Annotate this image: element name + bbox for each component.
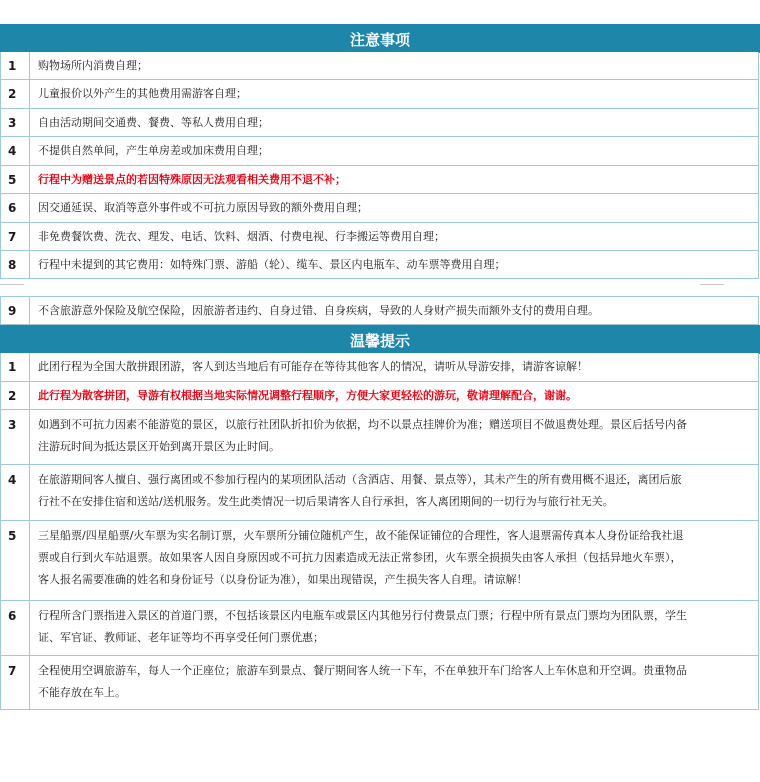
row-number: 9 — [1, 297, 30, 324]
row-text — [30, 465, 758, 520]
row-text-line: 票或自行到火车站退票。故如果客人因自身原因或不可抗力因素造成无法正常参团，火车票全损损失由客人承担（包括异地火车票）， — [38, 551, 682, 564]
row-text-line: 行程所含门票指进入景区的首道门票，不包括该景区内电瓶车或景区内其他另行付费景点门票；行程中所有景点门票均为团队票，学生 — [38, 609, 687, 622]
tips-section-header — [0, 325, 760, 354]
tips-row-4 — [0, 465, 759, 521]
row-text-line: 在旅游期间客人擅自、强行离团或不参加行程内的某项团队活动（含酒店、用餐、景点等），其未产生的所有费用概不退还，离团后旅 — [38, 473, 682, 486]
tips-row-5 — [0, 521, 759, 601]
tips-title: 温馨提示 — [349, 331, 410, 350]
row-number: 7 — [1, 656, 30, 709]
notice-row-9 — [0, 296, 759, 325]
row-text-line: 三星船票/四星船票/火车票为实名制订票，火车票所分铺位随机产生，故不能保证铺位的合理性，客人退票需传真本人身份证给我社退 — [38, 529, 684, 542]
row-text — [30, 601, 758, 655]
row-number: 6 — [1, 601, 30, 655]
row-text: 不含旅游意外保险及航空保险，因旅游者违约、自身过错、自身疾病，导致的人身财产损失而额外支付的费用自理。 — [38, 303, 599, 317]
row-text-line: 注游玩时间为抵达景区开始到离开景区为止时间。 — [38, 440, 280, 453]
notice-row-5 — [0, 166, 759, 194]
row-text-line: 客人报名需要准确的姓名和身份证号（以身份证为准），如果出现错误，产生损失客人自理。请谅解！ — [38, 573, 528, 586]
row-number: 4 — [1, 465, 30, 520]
row-text: 不提供自然单间，产生单房差或加床费用自理； — [38, 144, 269, 157]
tips-row-3 — [0, 410, 759, 465]
tips-row-1 — [0, 353, 759, 382]
row-text: 非免费餐饮费、洗衣、理发、电话、饮料、烟酒、付费电视、行李搬运等费用自理； — [38, 229, 445, 243]
notice-row-3 — [0, 109, 759, 137]
row-number: 3 — [1, 410, 30, 464]
tips-row-6 — [0, 601, 759, 656]
notice-title: 注意事项 — [349, 30, 410, 49]
row-text-line: 如遇到不可抗力因素不能游览的景区，以旅行社团队折扣价为依据，均不以景点挂牌价为准；赠送项目不做退费处理。景区后括号内备 — [38, 418, 687, 431]
notice-section-header — [0, 24, 760, 53]
row-text: 因交通延误、取消等意外事件或不可抗力原因导致的额外费用自理； — [38, 201, 368, 214]
notice-row-6 — [0, 194, 759, 223]
row-number: 2 — [1, 382, 30, 409]
row-text-line: 不能存放在车上。 — [38, 686, 126, 699]
row-text: 购物场所内消费自理； — [38, 58, 148, 72]
tips-row-7 — [0, 656, 759, 710]
row-text-highlight: 此行程为散客拼团，导游有权根据当地实际情况调整行程顺序，方便大家更轻松的游玩，敬请理解配合，谢谢。 — [38, 388, 577, 402]
row-number: 7 — [1, 223, 30, 250]
tips-row-2 — [0, 382, 759, 410]
row-text-line: 证、军官证、教师证、老年证等均不再享受任何门票优惠； — [38, 631, 324, 644]
row-number: 5 — [1, 166, 30, 193]
divider — [0, 284, 24, 285]
row-text: 自由活动期间交通费、餐费、等私人费用自理； — [38, 115, 269, 129]
row-text — [30, 656, 758, 709]
row-number: 5 — [1, 521, 30, 600]
row-text-line: 行社不在安排住宿和送站/送机服务。发生此类情况一切后果请客人自行承担，客人离团期间的一切行为与旅行社无关。 — [38, 495, 614, 508]
row-number: 6 — [1, 194, 30, 222]
notice-row-1 — [0, 52, 759, 80]
row-number: 1 — [1, 52, 30, 79]
row-number: 4 — [1, 137, 30, 165]
row-text-highlight: 行程中为赠送景点的若因特殊原因无法观看相关费用不退不补； — [38, 172, 346, 186]
notice-row-7 — [0, 223, 759, 251]
row-number: 2 — [1, 80, 30, 108]
notice-row-4 — [0, 137, 759, 166]
row-number: 3 — [1, 109, 30, 136]
row-text: 行程中未提到的其它费用：如特殊门票、游船（轮）、缆车、景区内电瓶车、动车票等费用自理； — [38, 257, 506, 271]
row-text: 儿童报价以外产生的其他费用需游客自理； — [38, 87, 247, 100]
notice-row-8 — [0, 251, 759, 279]
row-number: 8 — [1, 251, 30, 278]
row-text: 此团行程为全国大散拼跟团游，客人到达当地后有可能存在等待其他客人的情况，请听从导游安排，请游客谅解！ — [38, 360, 588, 373]
row-text — [30, 410, 758, 464]
row-number: 1 — [1, 353, 30, 381]
row-text-line: 全程使用空调旅游车，每人一个正座位；旅游车到景点、餐厅期间客人统一下车，不在单独开车门给客人上车休息和开空调。贵重物品 — [38, 664, 687, 677]
row-text — [30, 521, 758, 600]
notice-row-2 — [0, 80, 759, 109]
divider — [700, 284, 724, 285]
